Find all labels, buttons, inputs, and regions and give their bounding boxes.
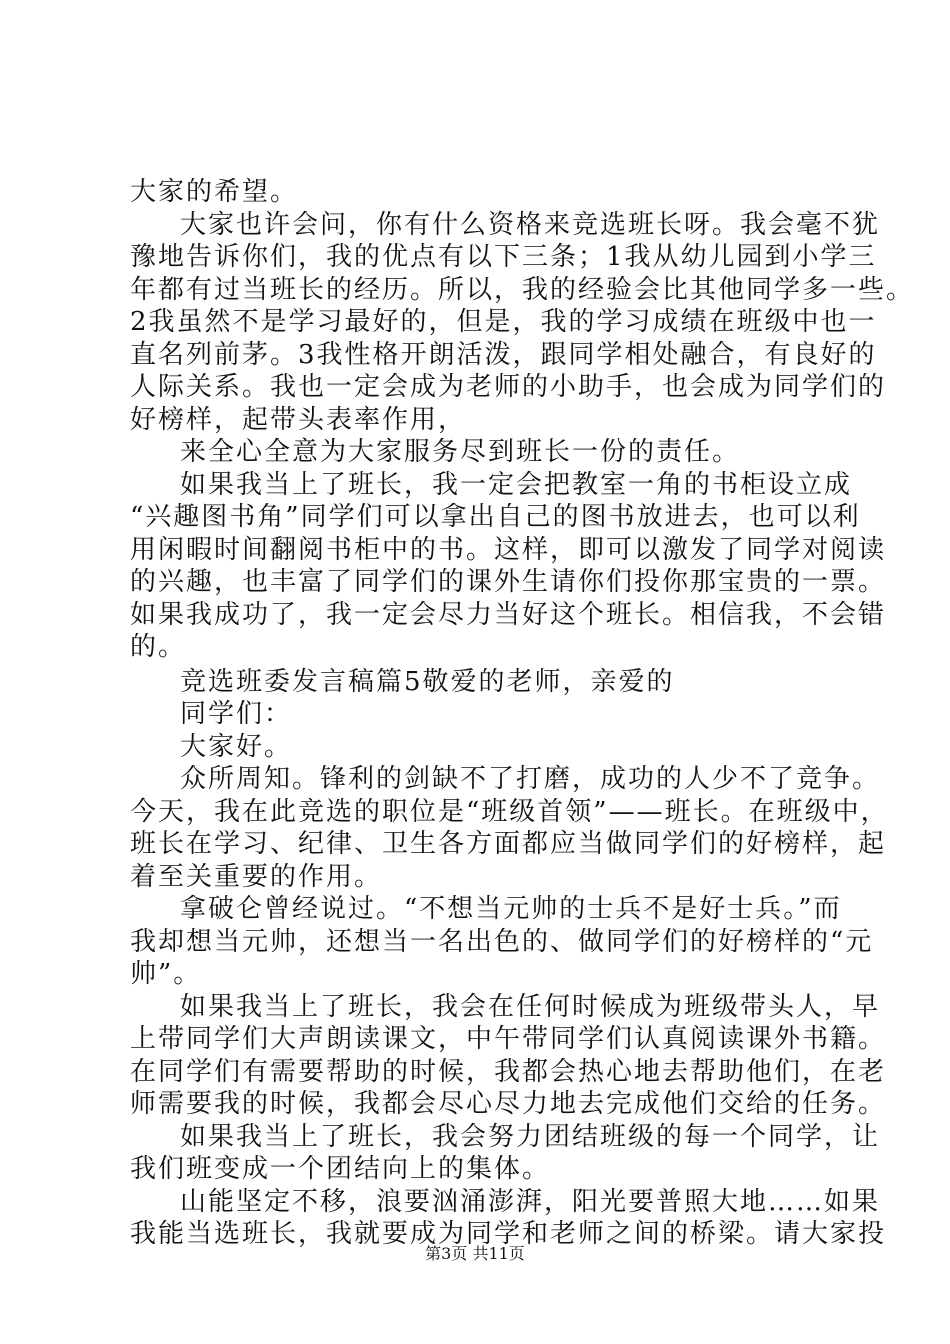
body-text-line: 用闲暇时间翻阅书柜中的书。这样，即可以激发了同学对阅读 xyxy=(130,534,887,565)
body-text-line: 同学们： xyxy=(180,699,293,729)
body-text-line: 我能当选班长，我就要成为同学和老师之间的桥梁。请大家投 xyxy=(130,1219,887,1249)
body-text-line: 大家也许会问，你有什么资格来竞选班长呀。我会毫不犹 xyxy=(180,209,881,240)
page-number-footer: 第3页 共11页 xyxy=(425,1244,525,1263)
body-text-line: 直名列前茅。3我性格开朗活泼，跟同学相处融合，有良好的 xyxy=(130,339,877,370)
section-heading-line: 竞选班委发言稿篇5敬爱的老师，亲爱的 xyxy=(180,666,675,697)
body-text-line: 我却想当元帅，还想当一名出色的、做同学们的好榜样的“元 xyxy=(130,926,874,957)
body-text-line: 在同学们有需要帮助的时候，我都会热心地去帮助他们，在老 xyxy=(130,1056,887,1087)
body-text-line: 大家好。 xyxy=(180,731,293,762)
body-text-line: 如果我当上了班长，我会在任何时候成为班级带头人，早 xyxy=(180,991,881,1022)
body-text-line: 众所周知。锋利的剑缺不了打磨，成功的人少不了竞争。 xyxy=(180,764,881,794)
body-text-line: 今天，我在此竞选的职位是“班级首领”——班长。在班级中， xyxy=(130,796,889,827)
body-text-line: 班长在学习、纪律、卫生各方面都应当做同学们的好榜样，起 xyxy=(130,829,887,859)
body-text-line: 的兴趣，也丰富了同学们的课外生请你们投你那宝贵的一票。 xyxy=(130,567,887,597)
body-text-line: 着至关重要的作用。 xyxy=(130,861,383,892)
body-text-line: 2我虽然不是学习最好的，但是，我的学习成绩在班级中也一 xyxy=(130,307,877,337)
body-text-line: 好榜样，起带头表率作用， xyxy=(130,404,467,435)
body-text-line: 的。 xyxy=(130,632,187,662)
body-text-line: 山能坚定不移，浪要汹涌澎湃，阳光要普照大地……如果 xyxy=(180,1186,881,1217)
body-text-line: 我们班变成一个团结向上的集体。 xyxy=(130,1154,551,1184)
body-text-line: 上带同学们大声朗读课文，中午带同学们认真阅读课外书籍。 xyxy=(130,1024,887,1054)
body-text-line: 如果我当上了班长，我会努力团结班级的每一个同学，让 xyxy=(180,1121,881,1152)
body-text-line: 来全心全意为大家服务尽到班长一份的责任。 xyxy=(180,437,741,467)
body-text-line: 拿破仑曾经说过。“不想当元帅的士兵不是好士兵。”而 xyxy=(180,894,842,924)
body-text-line: 师需要我的时候，我都会尽心尽力地去完成他们交给的任务。 xyxy=(130,1089,887,1119)
body-text-line: 帅”。 xyxy=(130,959,202,989)
body-text-line: 如果我成功了，我一定会尽力当好这个班长。相信我，不会错 xyxy=(130,599,887,630)
body-text-line: 大家的希望。 xyxy=(130,177,299,207)
body-text-line: “兴趣图书角”同学们可以拿出自己的图书放进去，也可以利 xyxy=(130,502,861,532)
body-text-line: 人际关系。我也一定会成为老师的小助手，也会成为同学们的 xyxy=(130,372,887,402)
body-text-line: 豫地告诉你们，我的优点有以下三条；1我从幼儿园到小学三 xyxy=(130,242,877,272)
body-text-line: 如果我当上了班长，我一定会把教室一角的书柜设立成 xyxy=(180,469,853,500)
body-text-line: 年都有过当班长的经历。所以，我的经验会比其他同学多一些。 xyxy=(130,274,915,305)
